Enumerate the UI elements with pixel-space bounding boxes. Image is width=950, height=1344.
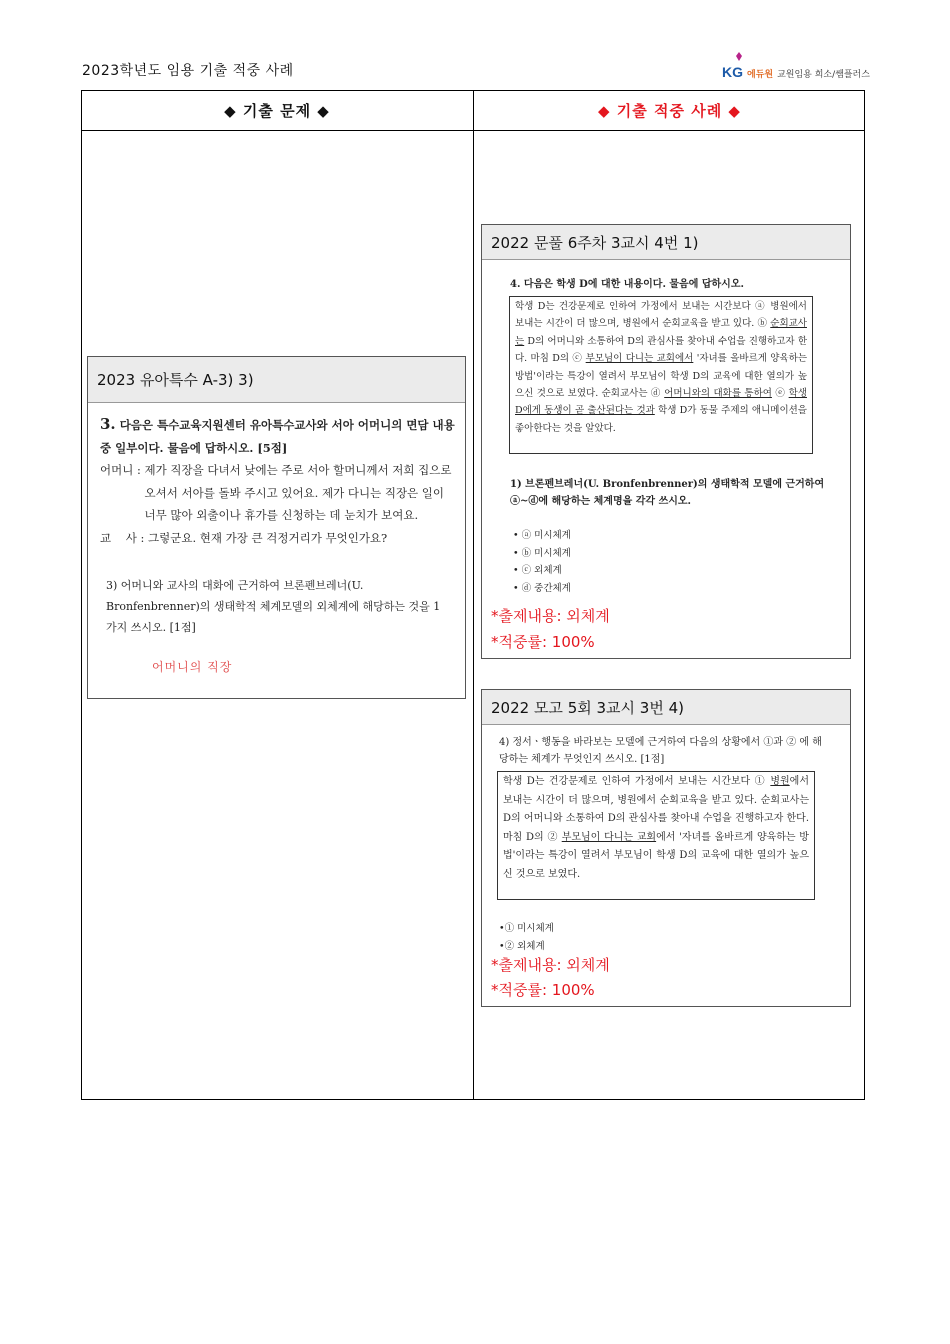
- case1-label: 2022 문풀 6주차 3교시 4번 1): [482, 225, 850, 260]
- logo-text: 교원임용 희소/쌤플러스: [777, 70, 870, 80]
- case1-underline-3: 어머니와의 대화를 통하여: [664, 388, 772, 400]
- case2-hit-rate: *적중률: 100%: [491, 981, 595, 999]
- document-title: 2023학년도 임용 기출 적중 사례: [82, 63, 294, 79]
- case1-answer-item: • ⓒ 외체계: [513, 565, 562, 576]
- hit-case-1-box: [481, 224, 851, 659]
- case1-passage-text: D의 어머니와 소통하여 D의 관심사를 찾아내 수업을 진행하고자 한다. 마침 D의 ⓒ: [515, 335, 807, 365]
- exam-stem-text: 다음은 특수교육지원센터 유아특수교사와 서아 어머니의 면담 내용 중 일부이다. 물음에 답하시오. [5점]: [100, 418, 455, 455]
- hit-case-2-box: [481, 689, 851, 1007]
- case1-passage-text: '자녀를 올바르게 양육하는 방법'이라는 특강이 열려서 부모님이 학생 D의 교육에 대한 열의가 높으신 것으로 보였다. 순회교사는 ⓓ: [515, 353, 807, 400]
- case1-stem: 4. 다음은 학생 D에 대한 내용이다. 물음에 답하시오.: [510, 279, 744, 290]
- logo-brand-sub: 에듀원: [747, 70, 774, 80]
- case2-label: 2022 모고 5회 3교시 3번 4): [482, 690, 850, 725]
- case1-answer-item: • ⓑ 미시체계: [513, 547, 571, 559]
- publisher-logo: [722, 54, 870, 80]
- case2-answer-item: •① 미시체계: [499, 923, 554, 934]
- case2-hit-content: *출제내용: 외체계: [491, 956, 610, 974]
- case1-hit-content: *출제내용: 외체계: [491, 607, 610, 625]
- case2-underline-2: 부모님이 다니는 교회: [561, 831, 657, 843]
- case2-passage: [497, 771, 815, 900]
- logo-mark-icon: [736, 52, 742, 61]
- case1-passage: [509, 296, 813, 454]
- column-divider: [473, 90, 474, 1100]
- exam-question-box: [87, 356, 466, 699]
- dialog-row-mother: [100, 459, 455, 527]
- logo-brand: KG: [722, 64, 743, 80]
- case2-answers: [499, 920, 554, 955]
- case1-underline-4: 학생 D에게 동생이 곧 출산된다는 것과: [515, 388, 807, 417]
- case2-passage-text: 학생 D는 건강문제로 인하여 가정에서 보내는 시간보다 ①: [503, 776, 771, 787]
- exam-stem: [100, 413, 455, 460]
- case1-answer-item: • ⓓ 중간체계: [513, 582, 571, 594]
- case2-underline-1: 병원: [770, 776, 790, 787]
- case1-hit-rate: *적중률: 100%: [491, 633, 595, 651]
- case2-stem: 4) 정서ㆍ행동을 바라보는 모델에 근거하여 다음의 상황에서 ①과 ② 에 해당하는 체계가 무엇인지 쓰시오. [1점]: [499, 737, 822, 765]
- case1-answer-item: • ⓐ 미시체계: [513, 530, 571, 541]
- exam-subquestion: 3) 어머니와 교사의 대화에 근거하여 브론펜브레너(U. Bronfenbrenner)의 생태학적 체계모델의 외체계에 해당하는 것을 1가지 쓰시오. [1점]: [106, 579, 441, 634]
- exam-label: 2023 유아특수 A-3) 3): [88, 357, 465, 403]
- case1-subquestion: 1) 브론펜브레너(U. Bronfenbrenner)의 생태학적 모델에 근거하여 ⓐ~ⓓ에 해당하는 체계명을 각각 쓰시오.: [510, 479, 825, 507]
- case1-passage-text: 학생 D는 건강문제로 인하여 가정에서 보내는 시간보다 ⓐ 병원에서 보내는 시간이 더 많으며, 병원에서 순회교육을 받고 있다. ⓑ: [515, 301, 807, 330]
- left-column-header: ◆ 기출 문제 ◆: [224, 101, 330, 120]
- teacher-text: 그렇군요. 현재 가장 큰 걱정거리가 무엇인가요?: [148, 530, 388, 545]
- exam-dialog: [100, 459, 455, 549]
- case2-answer-item: •② 외체계: [499, 940, 545, 952]
- case2-passage-text: 에서 보내는 시간이 더 많으며, 병원에서 순회교육을 받고 있다. 순회교사는 D의 어머니와 소통하여 D의 관심사를 찾아내 수업을 진행하고자 한다. 마침 D의 ②: [503, 776, 809, 843]
- speaker-teacher: 교 사 :: [100, 530, 149, 545]
- case1-underline-2: 부모님이 다니는 교회에서: [585, 353, 694, 365]
- case1-passage-text: 학생 D가 동물 주제의 애니메이션을 좋아한다는 것을 알았다.: [515, 405, 807, 434]
- handwritten-answer: 어머니의 직장: [152, 660, 233, 674]
- exam-number: 3.: [100, 415, 116, 433]
- speaker-mother: 어머니 :: [100, 463, 145, 477]
- case1-passage-text: ⓔ: [771, 388, 789, 400]
- mother-text: 제가 직장을 다녀서 낮에는 주로 서아 할머니께서 저희 집으로 오셔서 서아를 돌봐 주시고 있어요. 제가 다니는 직장은 일이 너무 많아 외출이나 휴가를 신청하는 데 눈치가 보여요.: [144, 463, 452, 522]
- right-column-header: ◆ 기출 적중 사례 ◆: [598, 101, 741, 120]
- case1-answers: [513, 527, 571, 597]
- case1-underline-1: 순회교사는: [515, 318, 807, 347]
- case2-passage-text: 에서 '자녀를 올바르게 양육하는 방법'이라는 특강이 열려서 부모님이 학생 D의 교육에 대한 열의가 높으신 것으로 보였다.: [503, 831, 809, 880]
- dialog-row-teacher: [100, 527, 455, 550]
- header-divider: [81, 130, 865, 131]
